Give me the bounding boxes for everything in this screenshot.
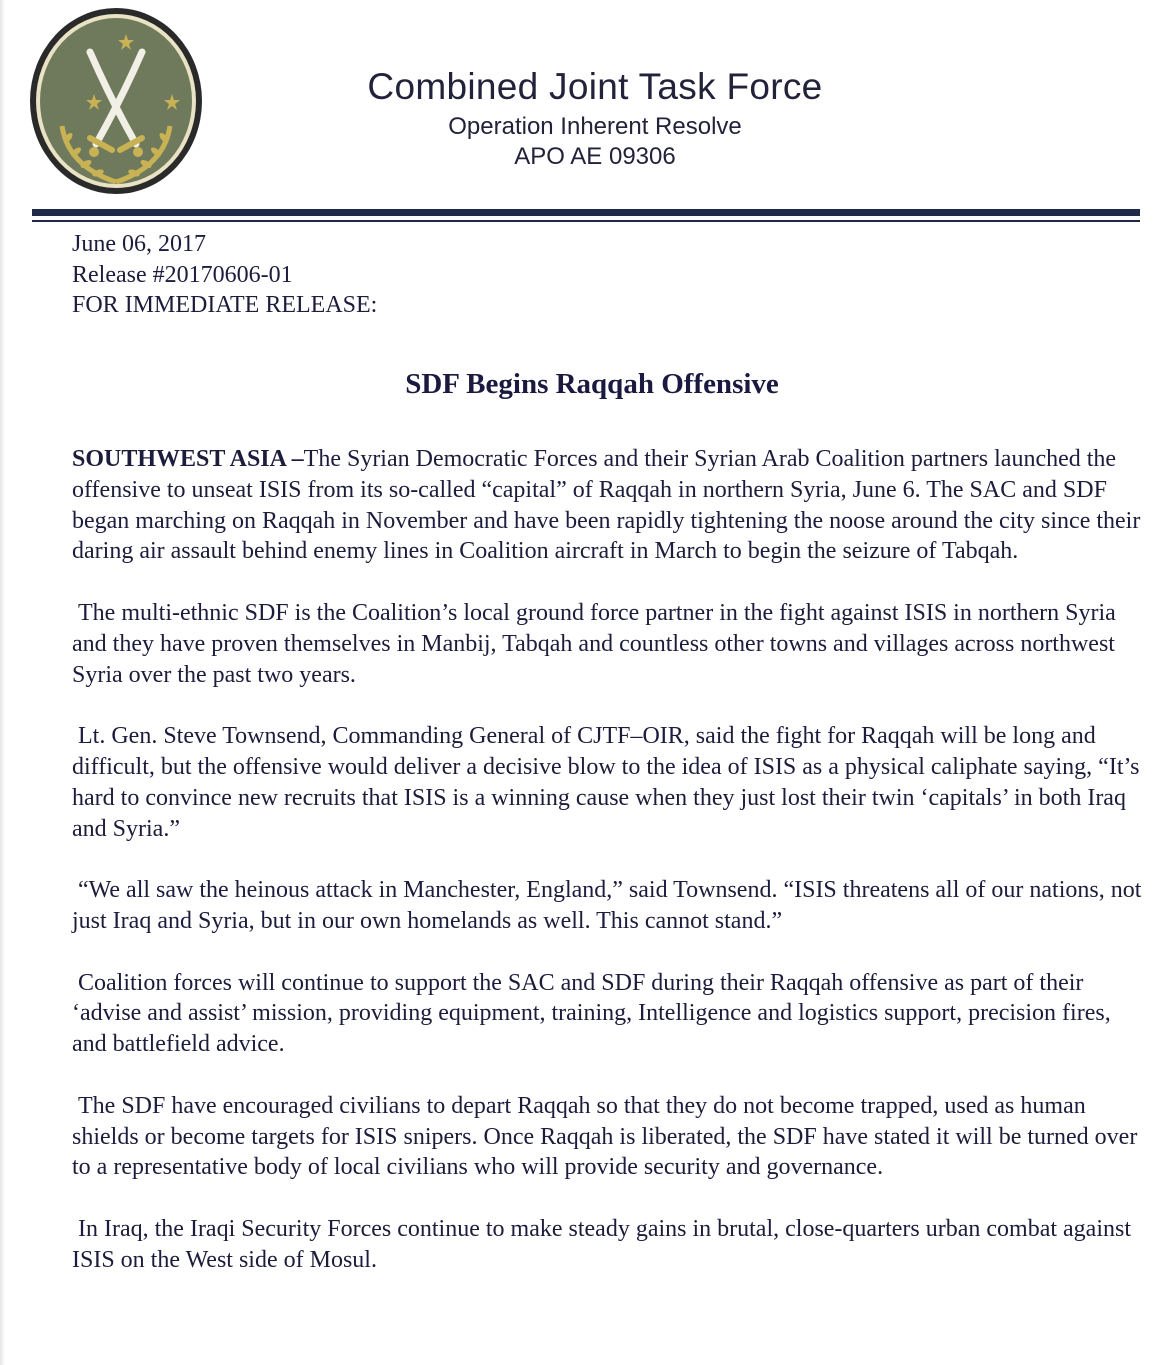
paragraph-text: The Syrian Democratic Forces and their Syrian Arab Coalition partners launched the offensive to unseat ISIS from its so-called “capital” of Raqqah in northern Syria, June 6. The SAC and SDF began marching on Raqqah in November and have been rapidly tightening the noose around the city since their daring air assault behind enemy lines in Coalition aircraft in March to begin the seizure of Tabqah. (72, 446, 1141, 565)
release-date: June 06, 2017 (72, 231, 206, 257)
body-paragraph: The multi-ethnic SDF is the Coalition’s local ground force partner in the fight against ISIS in northern Syria and they have proven themselves in Manbij, Tabqah and countless other towns and villages across northwest Syria over the past two years. (72, 599, 1116, 688)
scan-edge-shadow (0, 0, 5, 1365)
header-rule-thin (32, 220, 1140, 222)
dateline: SOUTHWEST ASIA – (72, 446, 304, 472)
release-meta (72, 229, 377, 321)
body-paragraph: “We all saw the heinous attack in Manchester, England,” said Townsend. “ISIS threatens all of our nations, not just Iraq and Syria, but in our own homelands as well. This cannot stand.” (72, 877, 1142, 934)
letterhead (300, 62, 890, 172)
apo-address: APO AE 09306 (514, 143, 676, 170)
header-rule-thick (32, 209, 1140, 216)
organization-name: Combined Joint Task Force (367, 66, 823, 107)
cjtf-oir-seal-icon (28, 6, 204, 196)
operation-name: Operation Inherent Resolve (448, 113, 742, 140)
body-paragraph: In Iraq, the Iraqi Security Forces continue to make steady gains in brutal, close-quarters urban combat against ISIS on the West side of Mosul. (72, 1215, 1131, 1273)
release-title: SDF Begins Raqqah Offensive (405, 368, 779, 400)
release-notice: FOR IMMEDIATE RELEASE: (72, 292, 378, 318)
release-number: Release #20170606-01 (72, 261, 293, 288)
body-paragraph: Lt. Gen. Steve Townsend, Commanding General of CJTF–OIR, said the fight for Raqqah will be long and difficult, but the offensive would deliver a decisive blow to the idea of ISIS as a physical caliphate saying, “It’s hard to convince new recruits that ISIS is a winning cause when they just lost their twin ‘capitals’ in both Iraq and Syria.” (72, 723, 1140, 842)
body-paragraph (72, 444, 1142, 567)
body-paragraph: Coalition forces will continue to support the SAC and SDF during their Raqqah offensive as part of their ‘advise and assist’ mission, providing equipment, training, Intelligence and logistics support, precision fires, and battlefield advice. (72, 969, 1111, 1058)
release-body (72, 444, 1142, 1306)
body-paragraph: The SDF have encouraged civilians to depart Raqqah so that they do not become trapped, used as human shields or become targets for ISIS snipers. Once Raqqah is liberated, the SDF have stated it will be turned over to a representative body of local civilians who will provide security and governance. (72, 1092, 1138, 1181)
